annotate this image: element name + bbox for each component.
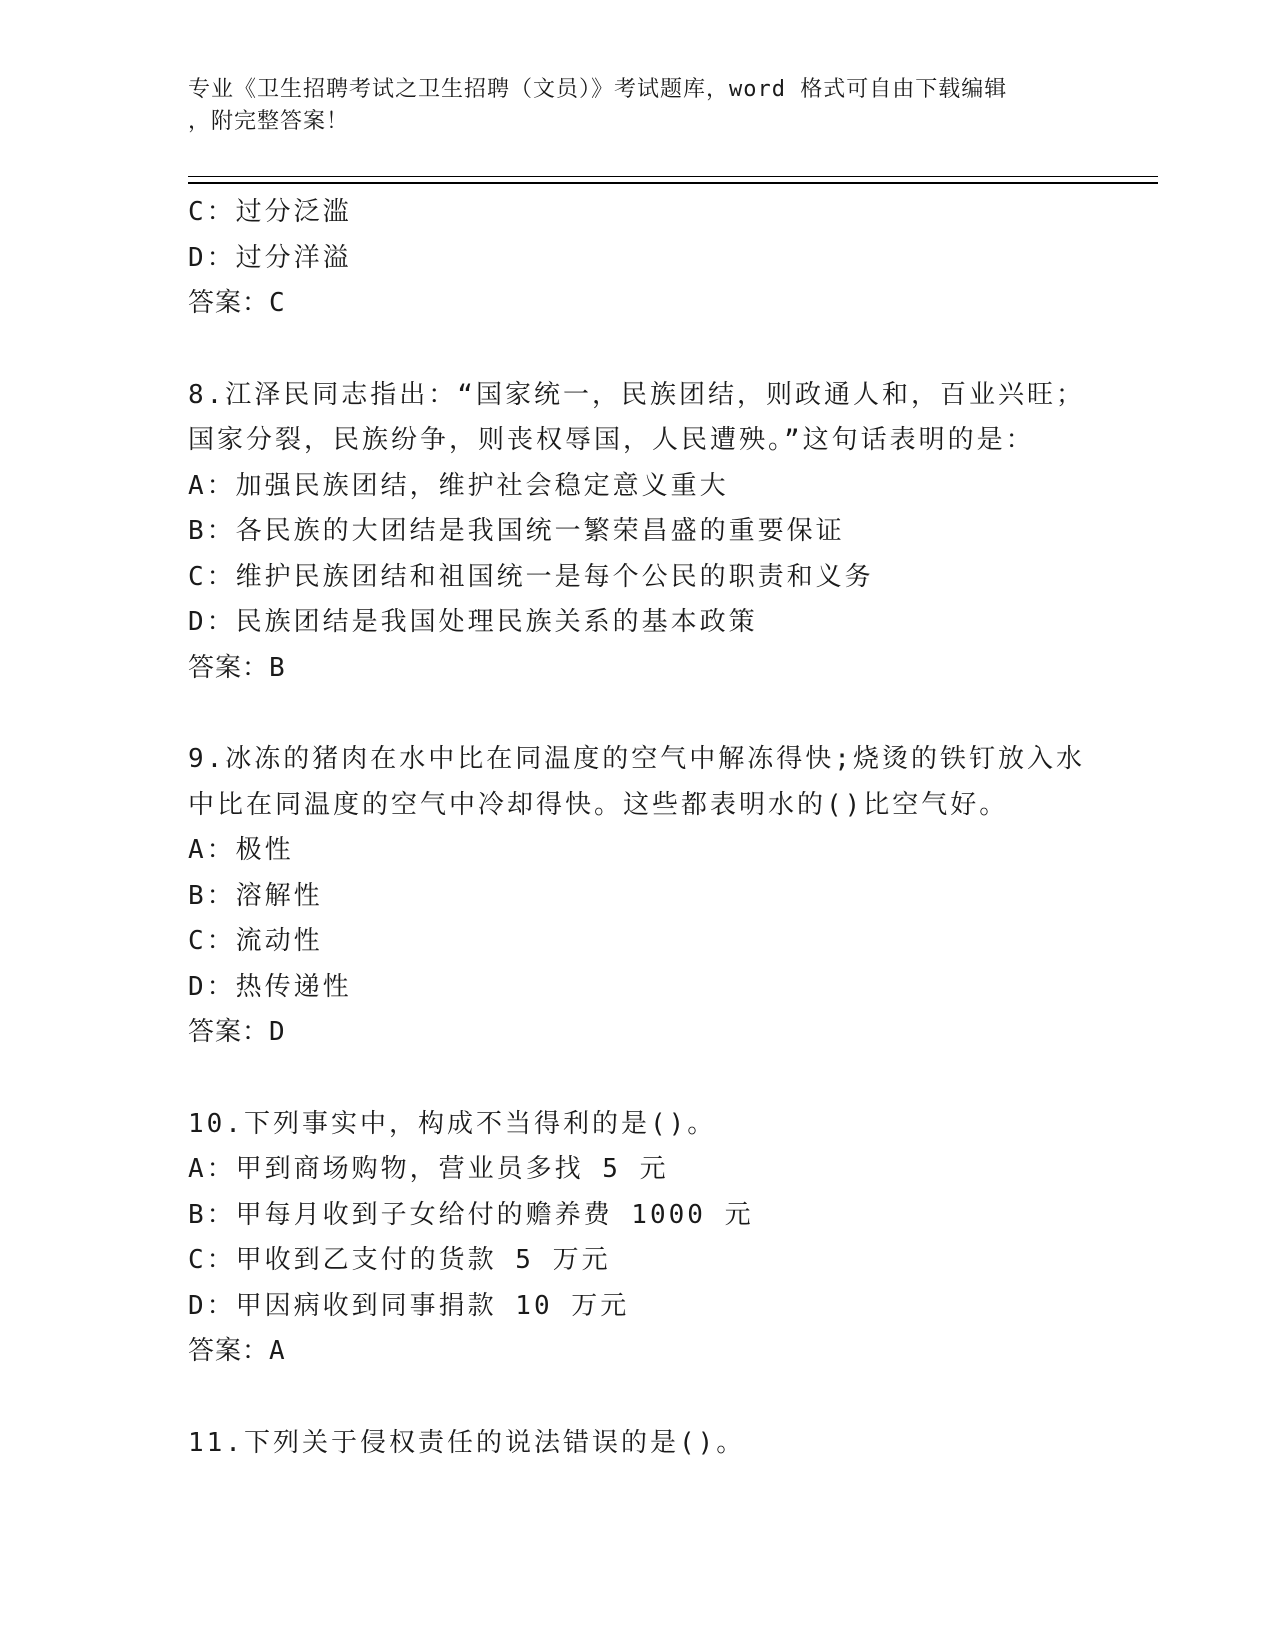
q7-option-c: C：过分泛滥 (188, 197, 352, 227)
q8-option-a: A：加强民族团结，维护社会稳定意义重大 (188, 470, 729, 501)
q8-stem-line-2: 国家分裂，民族纷争，则丧权辱国，人民遭殃。”这句话表明的是： (188, 425, 1035, 455)
q10-option-b: B：甲每月收到子女给付的赡养费 1000 元 (188, 1199, 754, 1230)
q9-stem-line-2: 中比在同温度的空气中冷却得快。这些都表明水的()比空气好。 (188, 789, 1009, 820)
q9-option-d: D：热传递性 (188, 971, 352, 1002)
question-11-block (188, 1421, 1148, 1467)
q10-option-c: C：甲收到乙支付的货款 5 万元 (188, 1245, 611, 1275)
q8-option-d: D：民族团结是我国处理民族关系的基本政策 (188, 607, 758, 637)
question-10-block (188, 1102, 1148, 1375)
q10-option-a: A：甲到商场购物，营业员多找 5 元 (188, 1154, 669, 1184)
question-8-block (188, 373, 1148, 692)
q9-option-b: B：溶解性 (188, 880, 323, 911)
header-line-2: ，附完整答案！ (188, 109, 350, 134)
q9-stem-line-1: 9.冰冻的猪肉在水中比在同温度的空气中解冻得快;烧烫的铁钉放入水 (188, 744, 1085, 774)
q8-option-b: B：各民族的大团结是我国统一繁荣昌盛的重要保证 (188, 516, 845, 546)
header-rule-thin (188, 176, 1158, 177)
q10-option-d: D：甲因病收到同事捐款 10 万元 (188, 1290, 630, 1321)
header-rule-thick (188, 182, 1158, 184)
document-header (188, 74, 1088, 138)
header-line-1: 专业《卫生招聘考试之卫生招聘（文员）》考试题库，word 格式可自由下载编辑 (188, 77, 1008, 102)
q9-answer: 答案：D (188, 1017, 286, 1047)
q10-stem: 10.下列事实中，构成不当得利的是()。 (188, 1108, 717, 1139)
q8-option-c: C：维护民族团结和祖国统一是每个公民的职责和义务 (188, 561, 874, 592)
q11-stem: 11.下列关于侵权责任的说法错误的是()。 (188, 1427, 746, 1458)
q8-answer: 答案：B (188, 652, 286, 683)
q7-answer: 答案：C (188, 288, 286, 318)
q10-answer: 答案：A (188, 1336, 286, 1366)
q8-stem-line-1: 8.江泽民同志指出：“国家统一，民族团结，则政通人和，百业兴旺； (188, 379, 1085, 410)
question-7-block (188, 190, 1148, 327)
q9-option-c: C：流动性 (188, 926, 323, 956)
q7-option-d: D：过分洋溢 (188, 242, 352, 273)
question-9-block (188, 737, 1148, 1056)
q9-option-a: A：极性 (188, 835, 294, 865)
question-content (188, 190, 1148, 1466)
